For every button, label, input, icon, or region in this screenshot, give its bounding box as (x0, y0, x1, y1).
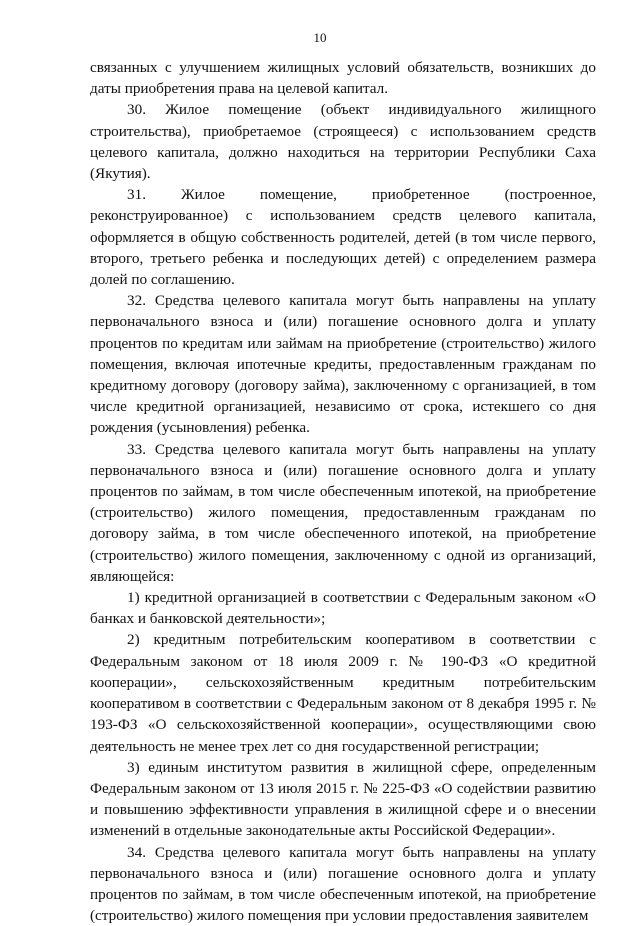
paragraph-32: 32. Средства целевого капитала могут быть направлены на уплату первоначального взноса и (или) погашение основного долга и уплату процентов по кредитам или займам на приобретение (строительство) жилого помещения, включая ипотечные кредиты, предоставленным гражданам по кредитному договору (договору займа), заключенному с организацией, в том числе кредитной организацией, независимо от срока, истекшего со дня рождения (усыновления) ребенка. (90, 292, 596, 437)
paragraph-33-item-2: 2) кредитным потребительским кооперативом в соответствии с Федеральным законом от 18 июля 2009 г. № 190-ФЗ «О кредитной кооперации», сельскохозяйственным кредитным потребительским кооперативом в соответствии с Федеральным законом от 8 декабря 1995 г. № 193-ФЗ «О сельскохозяйственной кооперации», осуществляющими свою деятельность не менее трех лет со дня государственной регистрации; (90, 631, 596, 755)
page-number: 10 (313, 30, 327, 45)
paragraph-33-item-1: 1) кредитной организацией в соответствии с Федеральным законом «О банках и банковской деятельности»; (90, 589, 596, 628)
document-body (90, 57, 596, 926)
paragraph-31: 31. Жилое помещение, приобретенное (построенное, реконструированное) с использованием средств целевого капитала, оформляется в общую собственность родителей, детей (в том числе первого, второго, третьего ребенка и последующих детей) с определением размера долей по соглашению. (90, 186, 596, 289)
paragraph-33-item-3: 3) единым институтом развития в жилищной сфере, определенным Федеральным законом от 13 июля 2015 г. № 225-ФЗ «О содействии развитию и повышению эффективности управления в жилищной сфере и о внесении изменений в отдельные законодательные акты Российской Федерации». (90, 758, 596, 840)
paragraph-continuation: связанных с улучшением жилищных условий обязательств, возникших до даты приобретения права на целевой капитал. (90, 59, 596, 98)
paragraph-30: 30. Жилое помещение (объект индивидуального жилищного строительства), приобретаемое (строящееся) с использованием средств целевого капитала, должно находиться на территории Республики Саха (Якутия). (90, 101, 596, 183)
paragraph-33: 33. Средства целевого капитала могут быть направлены на уплату первоначального взноса и (или) погашение основного долга и уплату процентов по займам, в том числе обеспеченным ипотекой, на приобретение (строительство) жилого помещения, предоставленным гражданам по договору займа, в том числе обеспеченного ипотекой, на приобретение (строительство) жилого помещения, заключенному с одной из организаций, являющейся: (90, 440, 596, 585)
paragraph-34: 34. Средства целевого капитала могут быть направлены на уплату первоначального взноса и (или) погашение основного долга и уплату процентов по займам, в том числе обеспеченным ипотекой, на приобретение (строительство) жилого помещения при условии предоставления заявителем (90, 843, 596, 925)
